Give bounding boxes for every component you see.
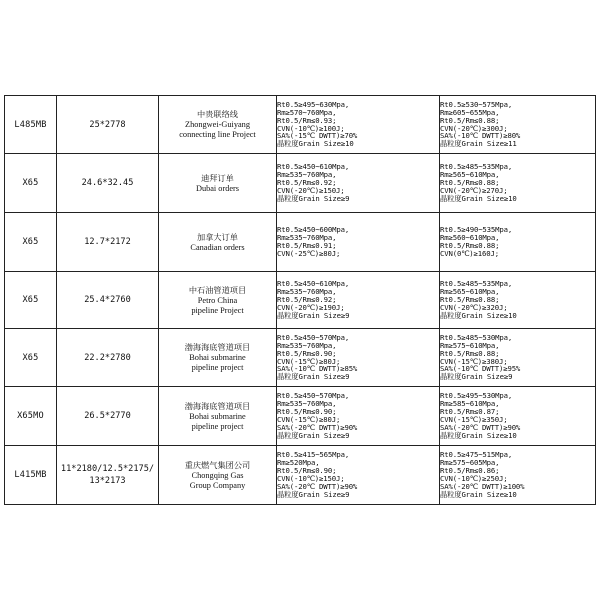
actual-line: Rt0.5/Rm≤0.87;	[440, 407, 500, 417]
table-row	[5, 387, 596, 446]
requirement-line: Rm≥535~760Mpa,	[277, 287, 337, 297]
requirement-line: SA%(-20℃ DWTT)≥90%	[277, 422, 358, 432]
actual-line: Rt0.5/Rm≤0.86;	[440, 466, 500, 476]
project-name-en: Dubai orders	[195, 183, 240, 193]
actual-lines	[440, 334, 595, 381]
requirement-line: 晶粒度Grain Size≥9	[277, 430, 350, 440]
actual-cell	[440, 213, 596, 272]
requirement-lines	[277, 280, 439, 320]
actual-line: 晶粒度Grain Size≥10	[440, 310, 517, 320]
requirement-lines	[277, 392, 439, 439]
steel-grade-cell: L415MB	[5, 446, 57, 505]
actual-cell	[440, 446, 596, 505]
requirement-line: Rt0.5/Rm≤0.93;	[277, 115, 337, 125]
actual-line: SA%(-10℃ DWTT)≥95%	[440, 364, 521, 374]
requirement-line: CVN(-20℃)≥190J;	[277, 302, 345, 312]
project-cell	[159, 446, 277, 505]
requirement-line: 晶粒度Grain Size≥10	[277, 139, 354, 149]
requirement-line: 晶粒度Grain Size≥9	[277, 489, 350, 499]
pipe-size-line: 26.5*2770	[84, 411, 131, 421]
actual-lines	[440, 226, 595, 258]
requirement-cell	[277, 213, 440, 272]
actual-line: CVN(-15℃)≥380J;	[440, 356, 508, 366]
requirement-line: Rm≥535~760Mpa,	[277, 170, 337, 180]
actual-line: 晶粒度Grain Size≥9	[440, 372, 513, 382]
requirement-line: CVN(-15℃)≥80J;	[277, 415, 341, 424]
requirement-line: Rm≥535~760Mpa,	[277, 399, 337, 409]
pipe-size-cell	[57, 387, 159, 446]
pipe-size-line: 24.6*32.45	[81, 178, 134, 188]
requirement-line: Rt0.5/Rm≤0.91;	[277, 241, 337, 250]
project-name-cn: 加拿大订单	[197, 231, 238, 242]
project-cell	[159, 213, 277, 272]
project-cell	[159, 154, 277, 213]
project-cell	[159, 329, 277, 387]
requirement-line: Rt0.5≥450~570Mpa,	[277, 332, 350, 342]
project-name-en: Petro China	[197, 295, 238, 305]
requirement-line: Rt0.5≥450~600Mpa,	[277, 225, 350, 235]
actual-line: 晶粒度Grain Size≥11	[440, 139, 517, 149]
actual-line: Rm≥565~610Mpa,	[440, 170, 500, 180]
actual-line: CVN(-20℃)≥320J;	[440, 302, 508, 312]
requirement-cell	[277, 272, 440, 329]
requirement-line: CVN(-10℃)≥150J;	[277, 474, 345, 483]
requirement-cell	[277, 154, 440, 213]
steel-grade-cell: X65	[5, 213, 57, 272]
pipe-size-line: 25*2778	[89, 119, 126, 130]
pipe-size-line: 13*2173	[89, 476, 126, 486]
requirement-line: SA%(-10℃ DWTT)≥85%	[277, 364, 358, 374]
actual-cell	[440, 272, 596, 329]
table-body	[5, 96, 596, 505]
requirement-line: 晶粒度Grain Size≥9	[277, 193, 350, 203]
requirement-line: Rm≥570~760Mpa,	[277, 107, 337, 117]
requirement-line: Rm≥535~760Mpa,	[277, 340, 337, 350]
actual-line: Rt0.5≥485~535Mpa,	[440, 162, 513, 172]
steel-grade-cell: X65	[5, 154, 57, 213]
actual-cell	[440, 329, 596, 387]
requirement-cell	[277, 329, 440, 387]
project-name-en: pipeline project	[191, 421, 244, 431]
actual-line: Rm≥605~655Mpa,	[440, 107, 500, 117]
table-row	[5, 272, 596, 329]
actual-cell	[440, 387, 596, 446]
pipe-size-cell	[57, 329, 159, 387]
steel-grade-cell: X65	[5, 272, 57, 329]
actual-line: Rm≥585~610Mpa,	[440, 399, 500, 409]
requirement-line: Rt0.5/Rm≤0.90;	[277, 348, 337, 358]
actual-line: Rt0.5≥495~530Mpa,	[440, 391, 513, 401]
requirement-line: 晶粒度Grain Size≥9	[277, 372, 350, 382]
project-name-en: Group Company	[189, 480, 246, 490]
project-name-cn: 中石油管道项目	[188, 284, 247, 295]
requirement-line: Rt0.5≥450~570Mpa,	[277, 391, 350, 401]
actual-lines	[440, 101, 595, 148]
project-name-en: Chongqing Gas	[191, 470, 244, 480]
actual-line: Rm≥565~610Mpa,	[440, 287, 500, 297]
actual-line: Rt0.5≥485~535Mpa,	[440, 279, 513, 289]
actual-line: CVN(-15℃)≥350J;	[440, 415, 508, 424]
actual-line: Rt0.5/Rm≤0.88;	[440, 241, 500, 250]
actual-line: 晶粒度Grain Size≥10	[440, 489, 517, 499]
requirement-line: Rt0.5/Rm≤0.92;	[277, 295, 337, 305]
actual-line: CVN(-10℃)≥250J;	[440, 474, 508, 483]
project-name-en: Bohai submarine	[189, 353, 246, 362]
project-name-en: pipeline Project	[191, 305, 244, 315]
table-row	[5, 154, 596, 213]
table-row	[5, 446, 596, 505]
actual-line: Rt0.5/Rm≤0.88;	[440, 348, 500, 358]
actual-line: Rt0.5≥485~530Mpa,	[440, 332, 513, 342]
steel-grade-cell: L485MB	[5, 96, 57, 154]
actual-line: CVN(-20℃)≥270J;	[440, 185, 508, 195]
pipe-size-cell	[57, 446, 159, 505]
requirement-line: CVN(-20℃)≥150J;	[277, 185, 345, 195]
actual-line: 晶粒度Grain Size≥10	[440, 193, 517, 203]
actual-lines	[440, 451, 595, 498]
actual-line: 晶粒度Grain Size≥10	[440, 430, 517, 440]
actual-line: CVN(-20℃)≥300J;	[440, 123, 508, 133]
actual-line: Rt0.5≥490~535Mpa,	[440, 225, 513, 235]
actual-line: CVN(0℃)≥160J;	[440, 248, 499, 258]
project-name-cn: 中贵联络线	[197, 109, 238, 119]
requirement-line: Rt0.5/Rm≤0.90;	[277, 466, 337, 476]
requirement-line: Rt0.5/Rm≤0.92;	[277, 178, 337, 188]
actual-cell	[440, 96, 596, 154]
pipe-size-line: 25.4*2760	[84, 295, 131, 305]
requirement-line: Rm≥535~760Mpa,	[277, 233, 337, 243]
project-name-cn: 迪拜订单	[201, 172, 234, 183]
actual-cell	[440, 154, 596, 213]
project-cell	[159, 272, 277, 329]
actual-line: Rt0.5≥475~515Mpa,	[440, 450, 513, 460]
requirement-cell	[277, 96, 440, 154]
actual-line: Rm≥575~610Mpa,	[440, 340, 500, 350]
project-name-en: Bohai submarine	[189, 411, 246, 421]
requirement-line: Rt0.5≥495~630Mpa,	[277, 99, 350, 109]
requirement-lines	[277, 226, 439, 258]
requirement-line: Rt0.5/Rm≤0.90;	[277, 407, 337, 417]
actual-line: SA%(-20℃ DWTT)≥100%	[440, 481, 525, 491]
project-name-cn: 渤海海底管道项目	[184, 342, 251, 352]
actual-line: Rt0.5/Rm≤0.88;	[440, 178, 500, 188]
pipe-size-cell	[57, 213, 159, 272]
actual-line: Rt0.5/Rm≤0.88;	[440, 295, 500, 305]
pipe-size-cell	[57, 272, 159, 329]
requirement-line: SA%(-20℃ DWTT)≥90%	[277, 481, 358, 491]
actual-line: Rt0.5≥530~575Mpa,	[440, 99, 513, 109]
project-cell	[159, 387, 277, 446]
project-name-en: connecting line Project	[179, 130, 256, 139]
requirement-line: 晶粒度Grain Size≥9	[277, 310, 350, 320]
project-name-en: pipeline project	[191, 363, 244, 372]
steel-grade-cell: X65MO	[5, 387, 57, 446]
requirement-lines	[277, 101, 439, 148]
project-name-en: Zhongwei-Guiyang	[185, 120, 250, 129]
requirement-lines	[277, 334, 439, 381]
requirement-line: CVN(-15℃)≥80J;	[277, 356, 341, 366]
project-name-cn: 渤海海底管道项目	[184, 400, 251, 411]
requirement-line: Rt0.5≥450~610Mpa,	[277, 279, 350, 289]
pipe-size-line: 22.2*2780	[84, 352, 131, 363]
requirement-cell	[277, 387, 440, 446]
actual-lines	[440, 280, 595, 320]
project-name-cn: 重庆燃气集团公司	[184, 459, 251, 470]
table-row	[5, 96, 596, 154]
steel-grade-cell: X65	[5, 329, 57, 387]
actual-lines	[440, 163, 595, 203]
actual-line: Rm≥575~605Mpa,	[440, 458, 500, 468]
pipe-size-line: 11*2180/12.5*2175/	[60, 464, 155, 474]
requirement-line: Rt0.5≥415~565Mpa,	[277, 450, 350, 460]
project-cell	[159, 96, 277, 154]
table-row	[5, 329, 596, 387]
actual-line: SA%(-20℃ DWTT)≥90%	[440, 422, 521, 432]
pipe-size-line: 12.7*2172	[84, 237, 131, 247]
requirement-cell	[277, 446, 440, 505]
actual-line: Rm≥560~610Mpa,	[440, 233, 500, 243]
project-name-en: Canadian orders	[190, 242, 245, 252]
requirement-line: CVN(-10℃)≥100J;	[277, 123, 345, 133]
pipe-size-cell	[57, 154, 159, 213]
table-row	[5, 213, 596, 272]
requirement-line: Rt0.5≥450~610Mpa,	[277, 162, 350, 172]
requirement-lines	[277, 163, 439, 203]
requirement-line: CVN(-25℃)≥80J;	[277, 248, 341, 258]
requirement-lines	[277, 451, 439, 498]
pipe-spec-table	[4, 95, 596, 505]
actual-lines	[440, 392, 595, 439]
actual-line: SA%(-10℃ DWTT)≥80%	[440, 131, 521, 141]
requirement-line: SA%(-15℃ DWTT)≥70%	[277, 131, 358, 141]
requirement-line: Rm≥520Mpa,	[277, 458, 320, 468]
actual-line: Rt0.5/Rm≤0.88;	[440, 115, 500, 125]
pipe-size-cell	[57, 96, 159, 154]
